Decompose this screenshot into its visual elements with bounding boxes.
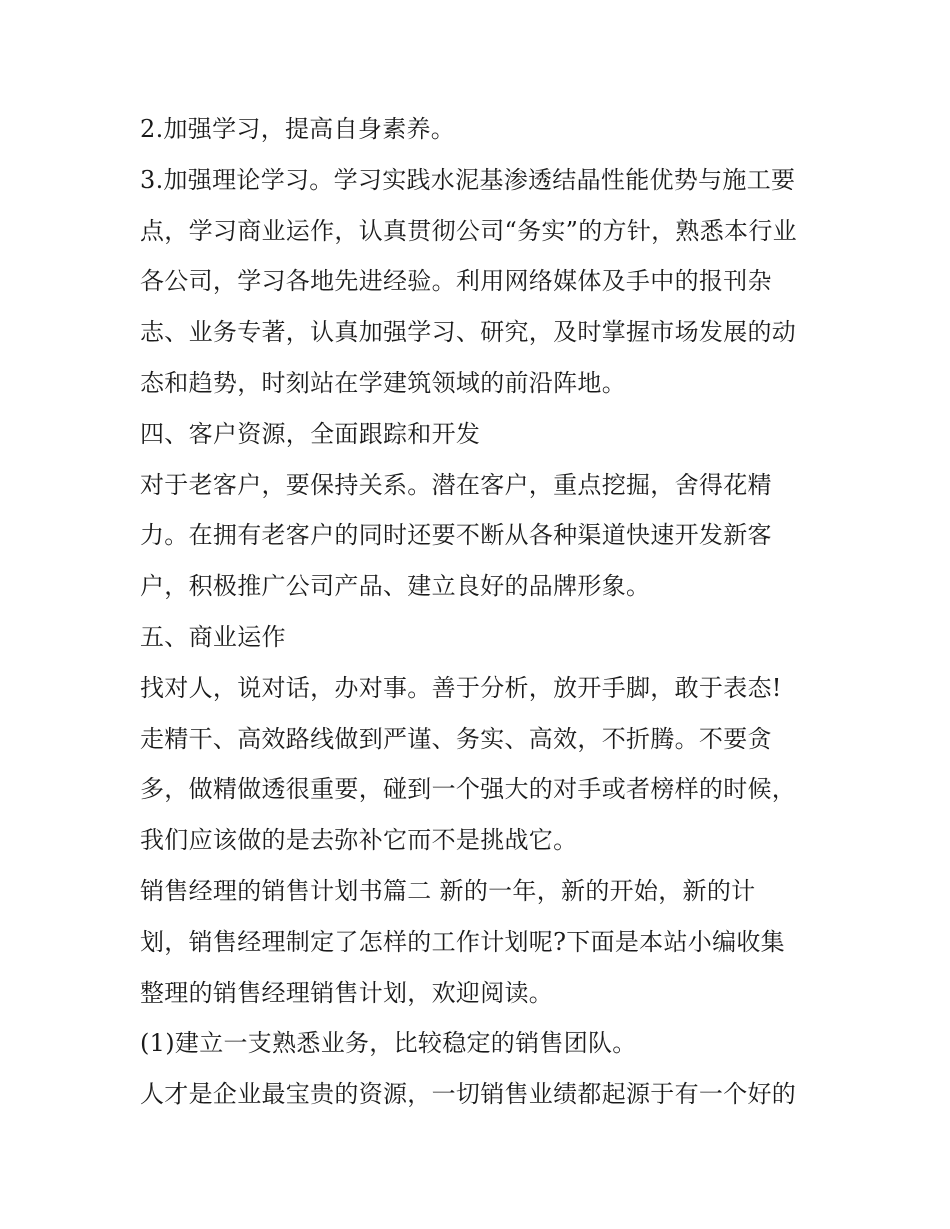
text-line: 户，积极推广公司产品、建立良好的品牌形象。 xyxy=(140,572,651,601)
text-line: 找对人，说对话，办对事。善于分析，放开手脚，敢于表态! xyxy=(140,673,782,702)
text-line: (1)建立一支熟悉业务，比较稳定的销售团队。 xyxy=(140,1029,637,1058)
section-heading: 四、客户资源，全面跟踪和开发 xyxy=(140,419,481,448)
text-line: 态和趋势，时刻站在学建筑领域的前沿阵地。 xyxy=(140,368,626,397)
text-line: 各公司，学习各地先进经验。利用网络媒体及手中的报刊杂 xyxy=(140,267,772,296)
text-line: 点，学习商业运作，认真贯彻公司“务实”的方针，熟悉本行业 xyxy=(140,216,797,245)
text-line: 销售经理的销售计划书篇二 新的一年，新的开始，新的计 xyxy=(140,876,756,905)
document-body xyxy=(140,104,820,1120)
text-line: 志、业务专著，认真加强学习、研究，及时掌握市场发展的动 xyxy=(140,318,797,347)
text-line: 划，销售经理制定了怎样的工作计划呢?下面是本站小编收集 xyxy=(140,927,785,956)
text-line: 走精干、高效路线做到严谨、务实、高效，不折腾。不要贪 xyxy=(140,724,772,753)
section-heading: 五、商业运作 xyxy=(140,622,286,651)
text-line: 整理的销售经理销售计划，欢迎阅读。 xyxy=(140,978,554,1007)
text-line: 多，做精做透很重要，碰到一个强大的对手或者榜样的时候， xyxy=(140,775,797,804)
text-line: 3.加强理论学习。学习实践水泥基渗透结晶性能优势与施工要 xyxy=(140,165,796,194)
text-line: 对于老客户，要保持关系。潜在客户，重点挖掘，舍得花精 xyxy=(140,470,772,499)
text-line: 我们应该做的是去弥补它而不是挑战它。 xyxy=(140,826,578,855)
text-line: 人才是企业最宝贵的资源，一切销售业绩都起源于有一个好的 xyxy=(140,1080,797,1109)
text-line: 2.加强学习，提高自身素养。 xyxy=(140,115,456,143)
text-line: 力。在拥有老客户的同时还要不断从各种渠道快速开发新客 xyxy=(140,521,772,550)
